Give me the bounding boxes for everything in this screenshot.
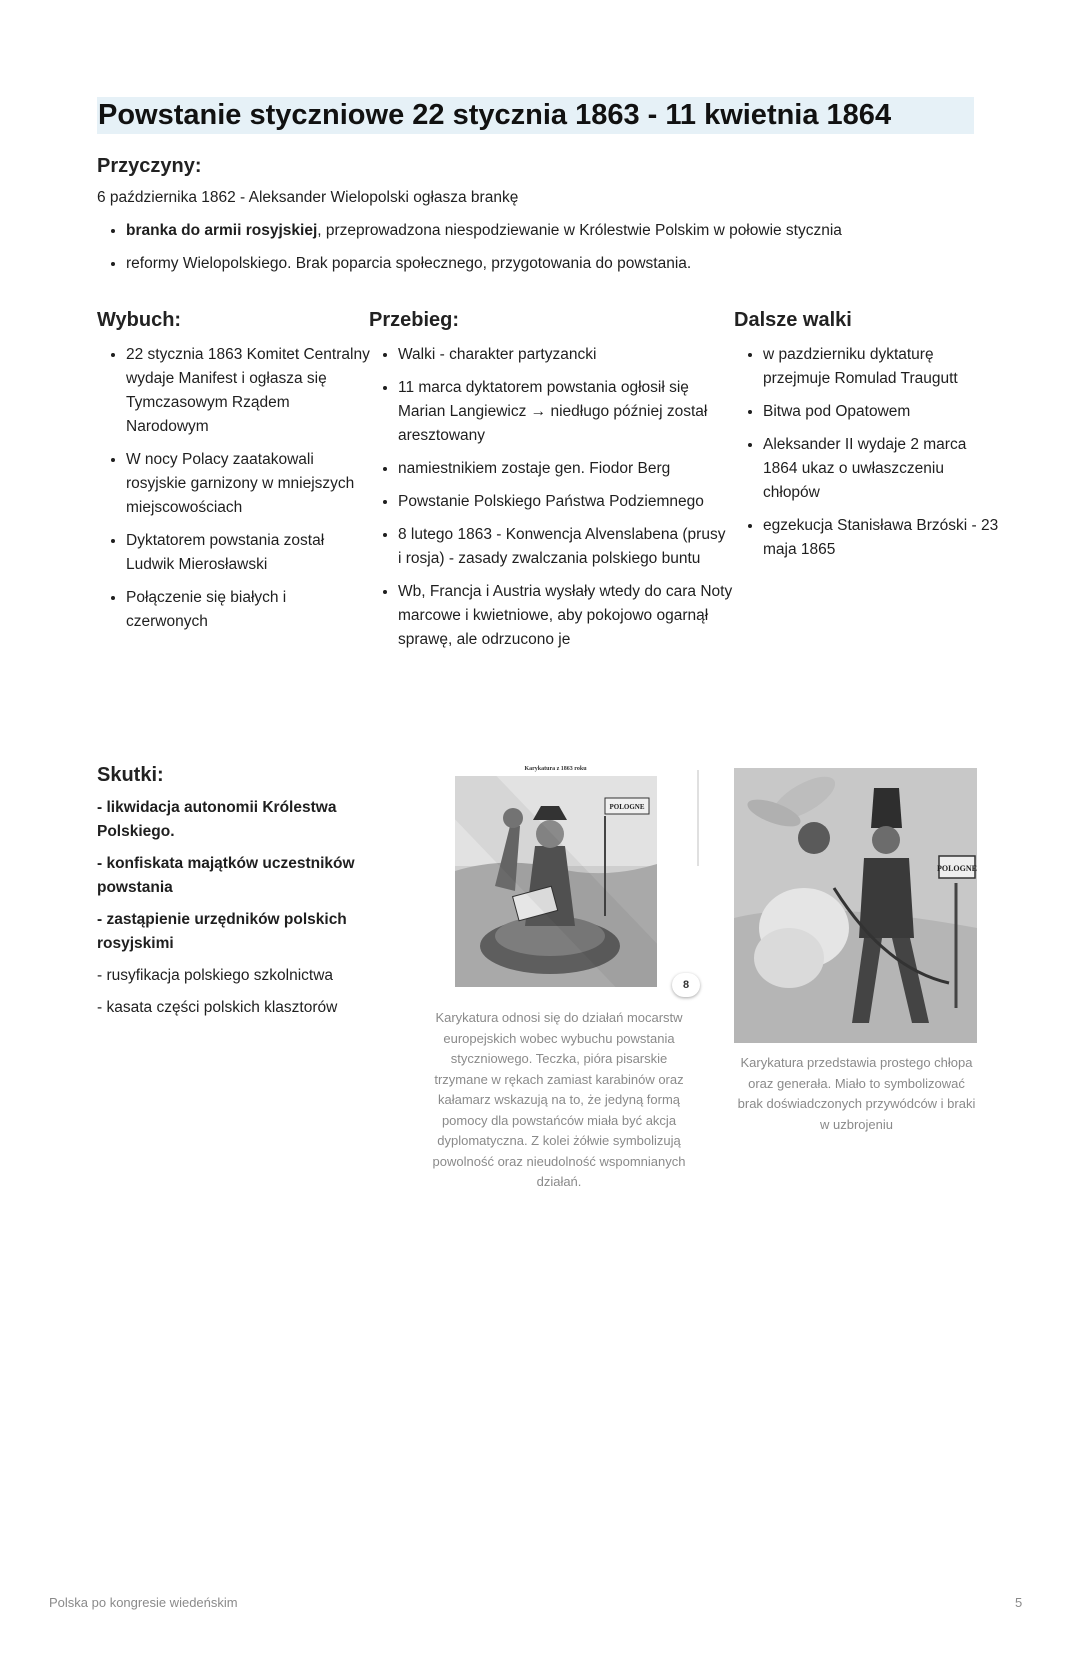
list-item: • Bitwa pod Opatowem (763, 400, 1003, 424)
przyczyny-intro: 6 października 1862 - Aleksander Wielopolski ogłasza brankę (97, 189, 519, 206)
przyczyny-item1-bold: branka do armii rosyjskiej (126, 222, 318, 239)
list-item: - likwidacja autonomii Królestwa Polskiego. (97, 799, 337, 840)
wybuch-heading: Wybuch: (97, 309, 182, 331)
list-item: - rusyfikacja polskiego szkolnictwa (97, 967, 334, 984)
divider (697, 770, 699, 866)
przyczyny-list (97, 219, 1006, 285)
caricature-1-caption: Karykatura odnosi się do działań mocarstw europejskich wobec wybuchu powstania styczniowego. Teczka, pióra pisarskie trzymane w rękach zamiast karabinów oraz kałamarz wskazują na to, że jedyną formą pomocy dla powstańców miała być akcja dyplomatyczna. Z kolei żółwie symbolizują powolność oraz nieudolność wspomnianych działań. (432, 1010, 686, 1189)
list-item: • w pazdzierniku dyktaturę przejmuje Romulad Traugutt (763, 343, 1003, 391)
przyczyny-item1-rest: , przeprowadzona niespodziewanie w Królestwie Polskim w połowie stycznia (317, 222, 842, 239)
page-title: Powstanie styczniowe 22 stycznia 1863 - 11 kwietnia 1864 (97, 97, 974, 134)
page-number: 5 (1015, 1595, 1023, 1610)
list-item: • 11 marca dyktatorem powstania ogłosił się Marian Langiewicz → niedługo później został aresztowany (398, 376, 733, 448)
dalsze-list (734, 343, 1003, 571)
caricature-2-caption: Karykatura przedstawia prostego chłopa oraz generała. Miało to symbolizować brak doświadczonych przywódców i braki w uzbrojeniu (737, 1055, 976, 1132)
przyczyny-heading: Przyczyny: (97, 155, 202, 177)
caricature-2-sign: POLOGNE (936, 864, 977, 873)
list-item: • egzekucja Stanisława Brzóski - 23 maja 1865 (763, 514, 1003, 562)
list-item: • Dyktatorem powstania został Ludwik Mierosławski (126, 529, 371, 577)
page-badge: 8 (672, 973, 700, 997)
list-item: • Aleksander II wydaje 2 marca 1864 ukaz o uwłaszczeniu chłopów (763, 433, 1003, 505)
przebieg-heading: Przebieg: (369, 309, 460, 331)
list-item: - kasata części polskich klasztorów (97, 999, 338, 1016)
list-item: • reformy Wielopolskiego. Brak poparcia społecznego, przygotowania do powstania. (126, 252, 1006, 276)
dalsze-heading: Dalsze walki (734, 309, 852, 331)
przebieg-list (369, 343, 733, 661)
list-item: • 8 lutego 1863 - Konwencja Alvenslabena (prusy i rosja) - zasady zwalczania polskiego buntu (398, 523, 733, 571)
wybuch-list (97, 343, 371, 643)
list-item: - konfiskata majątków uczestników powstania (97, 855, 355, 896)
skutki-heading: Skutki: (97, 764, 164, 786)
list-item: • namiestnikiem zostaje gen. Fiodor Berg (398, 457, 733, 481)
list-item: • Połączenie się białych i czerwonych (126, 586, 371, 634)
list-item (126, 219, 1006, 243)
caricature-1-header: Karykatura z 1863 roku (524, 766, 587, 772)
footer-section-title: Polska po kongresie wiedeńskim (49, 1595, 238, 1610)
skutki-list (97, 796, 387, 1028)
caricature-2-image (734, 768, 977, 1043)
list-item: - zastąpienie urzędników polskich rosyjskimi (97, 911, 347, 952)
list-item: • Wb, Francja i Austria wysłały wtedy do cara Noty marcowe i kwietniowe, aby pokojowo ogarnął sprawę, ale odrzucono je (398, 580, 733, 652)
list-item: • W nocy Polacy zaatakowali rosyjskie garnizony w mniejszych miejscowościach (126, 448, 371, 520)
list-item: • Powstanie Polskiego Państwa Podziemnego (398, 490, 733, 514)
list-item: • 22 stycznia 1863 Komitet Centralny wydaje Manifest i ogłasza się Tymczasowym Rządem Narodowym (126, 343, 371, 439)
caricature-1-image (455, 776, 657, 987)
caricature-1-sign: POLOGNE (609, 803, 645, 811)
list-item: • Walki - charakter partyzancki (398, 343, 733, 367)
